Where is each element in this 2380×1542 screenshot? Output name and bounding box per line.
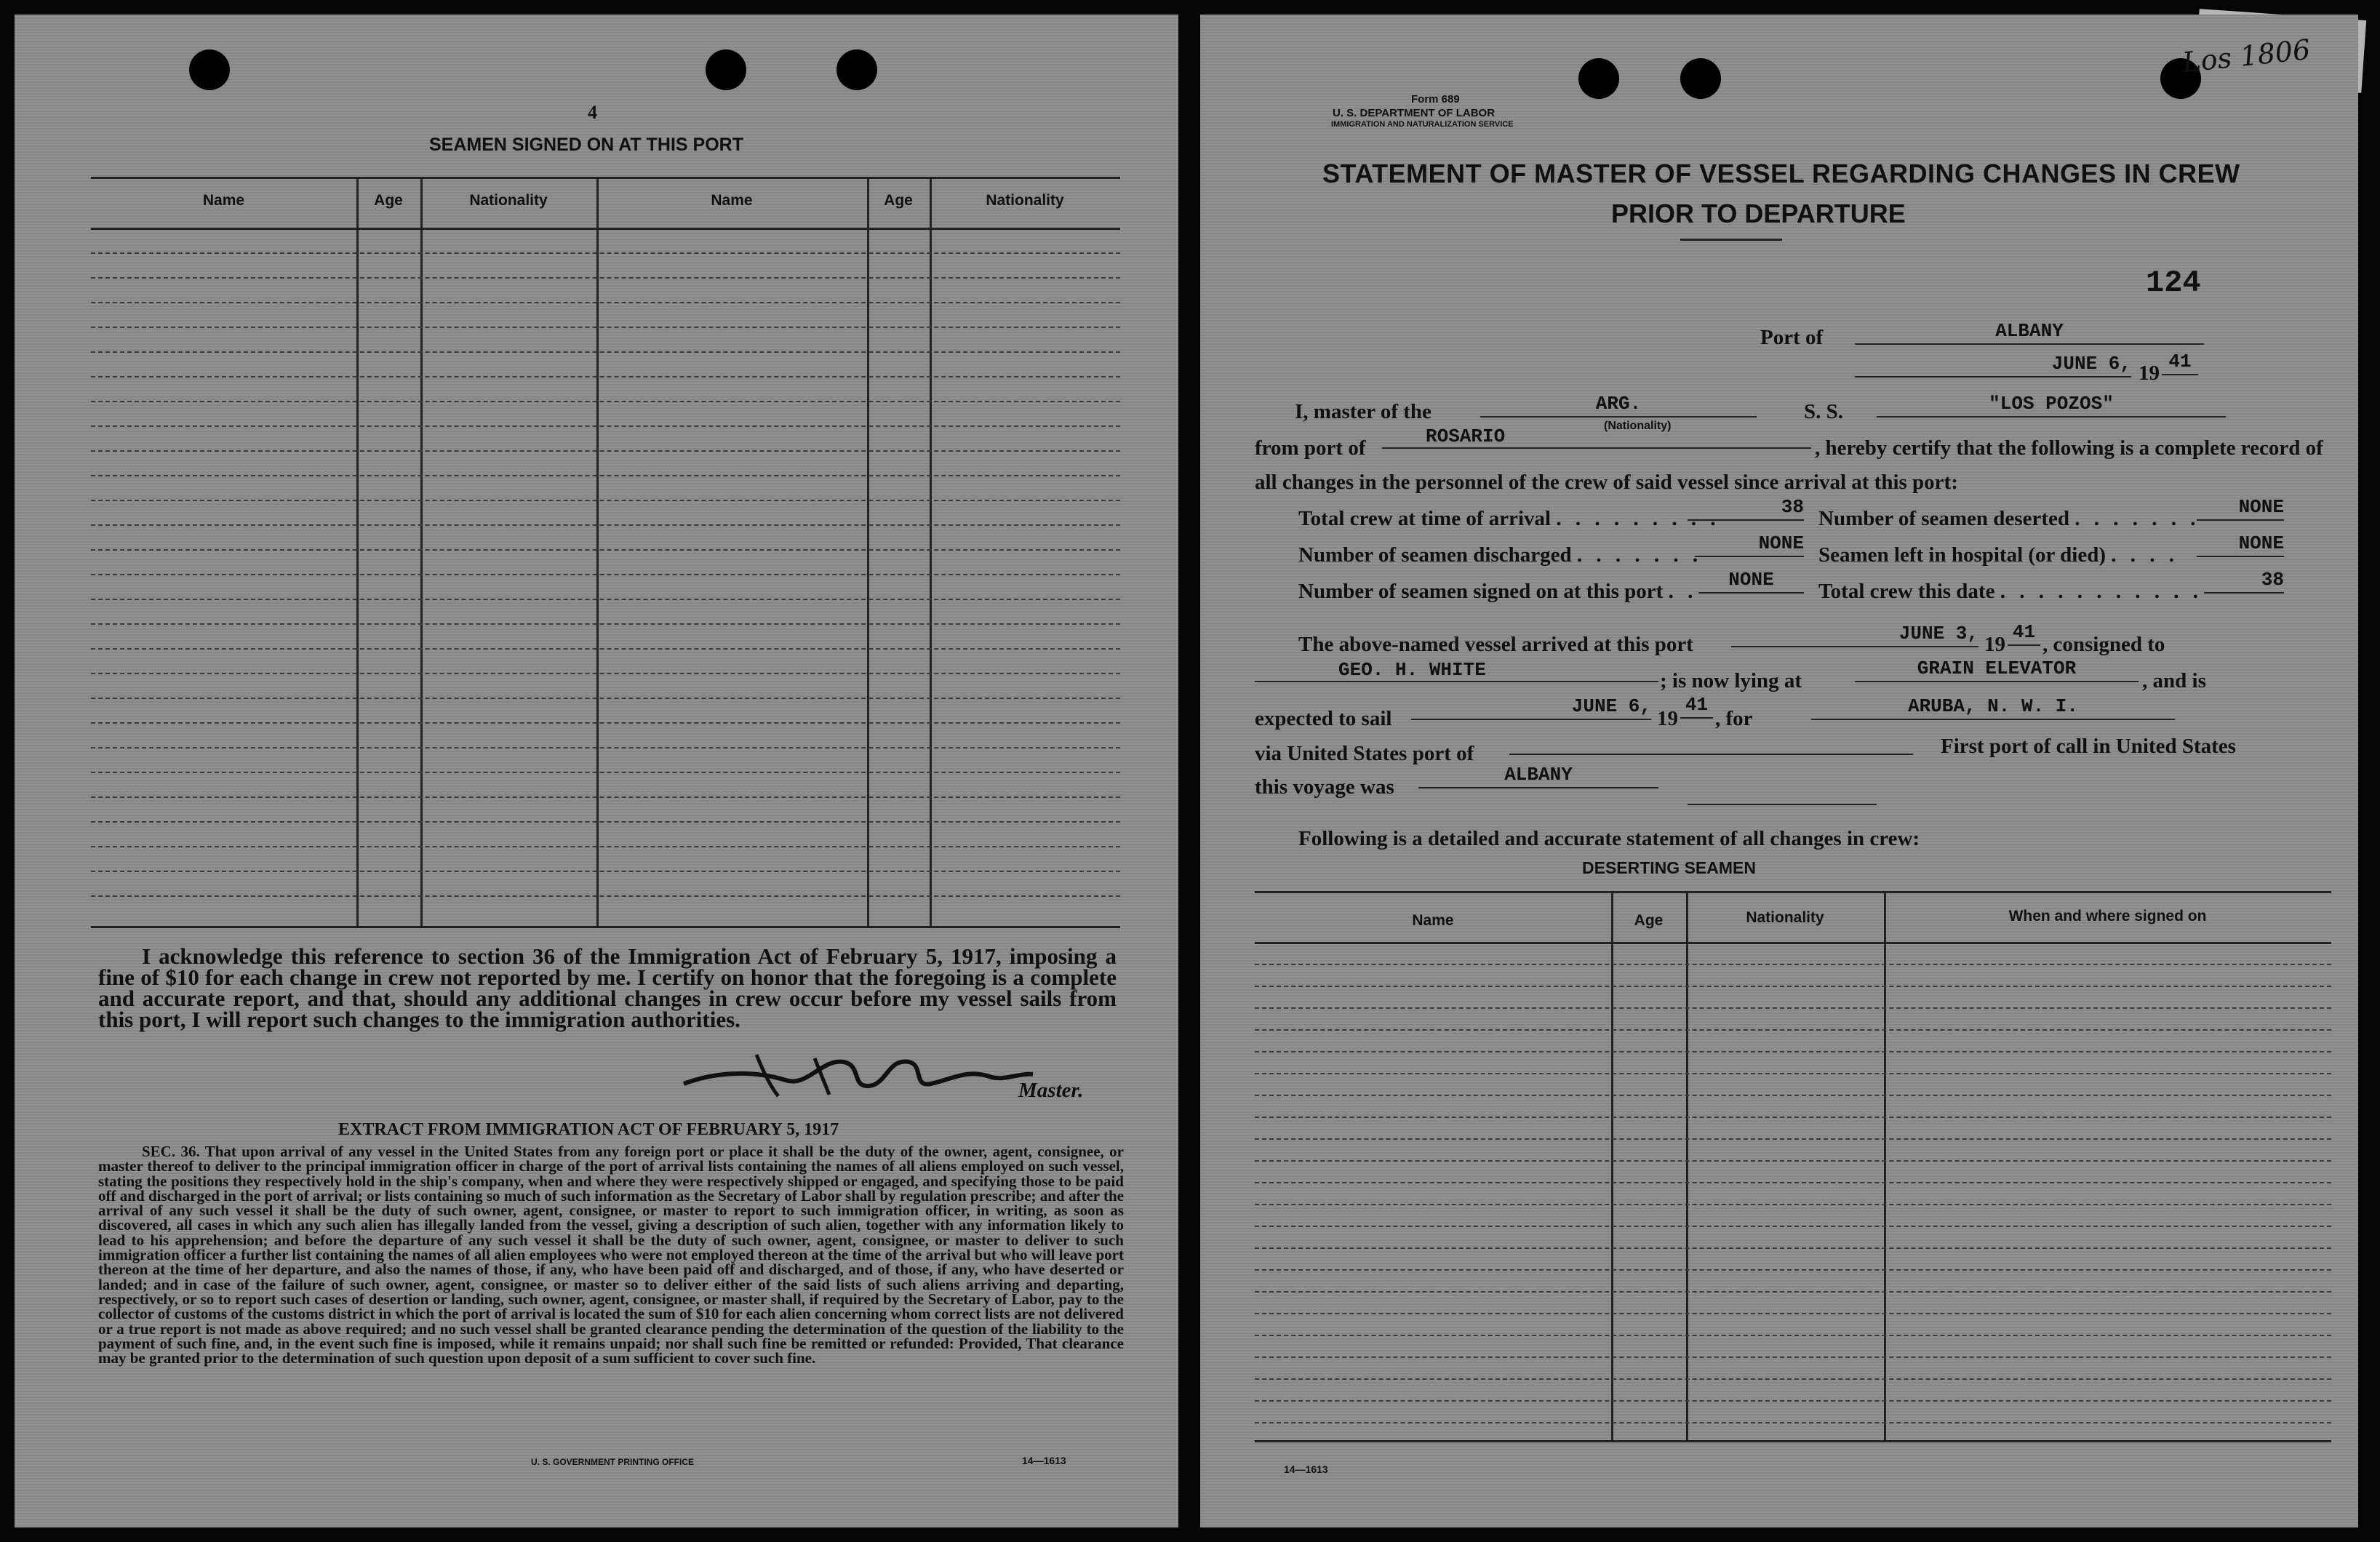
arrived-year: 41 [2008,621,2040,646]
col-nationality: Nationality [986,192,1064,209]
hospital-value: NONE [2197,532,2284,557]
arrived-label: The above-named vessel arrived at this port [1298,633,1693,656]
hospital-label: Seamen left in hospital (or died) . . . . [1818,543,2179,567]
form-title-line2: PRIOR TO DEPARTURE [1611,199,1906,228]
lying-label: ; is now lying at [1660,669,1802,692]
certify-text: , hereby certify that the following is a complete record of [1815,436,2323,460]
col-name: Name [1412,912,1454,929]
sail-year: 41 [1680,694,1713,719]
this-voyage-label: this voyage was [1255,775,1394,799]
ss-label: S. S. [1804,400,1844,423]
corner-mark-right: Los 1806 [2181,33,2312,79]
seamen-signed-title: SEAMEN SIGNED ON AT THIS PORT [429,135,743,155]
form-code: 14—1613 [1022,1455,1066,1466]
extract-text: SEC. 36. That upon arrival of any vessel in the United States from any foreign port or place it shall be the duty of the owner, agent, consignee, or master thereof to deliver to the principal immigration officer in charge of the port of arrival lists containing the names of all aliens employed on such vessel, stating the positions they respectively hold in the ship's company, when and where they were respectively shipped or engaged, and specifying those to be paid off and discharged in the port of arrival; or lists containing so much of such information as the Secretary of Labor shall by regulation prescribe; and after the arrival of any such vessel it shall be the duty of such owner, agent, consignee, or master to report to such immigration officer, in writing, as soon as discovered, all cases in which any such alien has illegally landed from the vessel, giving a description of such alien, together with any information likely to lead to his apprehension; and before the departure of any such vessel it shall be the duty of such owner, agent, consignee, or master to deliver to such immigration officer a further list containing the names of all alien employees who were not employed thereon at the time of the arrival but who will leave port thereon at the time of her departure, and also the names of those, if any, who have been paid off and discharged, and of those, if any, who have deserted or landed; and in case of the failure of such owner, agent, consignee, or master so to deliver either of the said lists of such aliens arriving and departing, respectively, or so to report such cases of desertion or landing, such owner, agent, consignee, or master shall, if required by the Secretary of Labor, pay to the collector of customs of the customs district in which the port of arrival is located the sum of $10 for each alien concerning whom correct lists are not delivered or a true report is not made as above required; and no such vessel shall be granted clearance pending the determination of the question of the liability to the payment of such fine, and, in the event such fine is imposed, while it remains unpaid; nor shall such fine be remitted or refunded: Provided, That clearance may be granted prior to the determination of such question upon deposit of a sum sufficient to cover such fine. [98,1143,1124,1367]
deserted-value: NONE [2197,496,2284,521]
col-when-where: When and where signed on [2008,908,2207,924]
for-label: , for [1715,707,1753,730]
from-port-value: ROSARIO [1382,426,1811,449]
nationality-caption: (Nationality) [1604,420,1672,432]
from-port-label: from port of [1255,436,1366,460]
col-age: Age [374,192,403,209]
arrived-date: JUNE 3, [1731,623,1978,647]
col-nationality: Nationality [1746,909,1824,926]
signed-on-value: NONE [1698,569,1804,594]
punch-hole [706,49,746,90]
department: U. S. DEPARTMENT OF LABOR [1333,107,1496,119]
via-port-value [1509,730,1913,755]
all-changes-text: all changes in the personnel of the crew of said vessel since arrival at this port: [1255,471,1958,494]
master-label: I, master of the [1295,400,1431,423]
arrived-year-prefix: 19 [1984,633,2005,656]
total-crew-arrival-label: Total crew at time of arrival . . . . . . . . . [1298,507,1720,530]
master-signature-label: Master. [1018,1079,1084,1102]
document-number: 124 [2146,265,2201,300]
right-page [1200,15,2358,1527]
and-is-label: , and is [2142,669,2206,692]
master-signature-image [669,1044,1047,1102]
total-crew-date-label: Total crew this date . . . . . . . . . . . [1818,580,2203,603]
port-value: ALBANY [1855,320,2204,345]
col-age: Age [1634,912,1664,929]
col-nationality: Nationality [469,192,548,209]
lying-at-value: GRAIN ELEVATOR [1855,658,2139,682]
form-number: Form 689 [1411,93,1460,105]
total-crew-date-value: 38 [2204,569,2284,594]
expected-label: expected to sail [1255,707,1392,730]
nationality-value: ARG. [1480,393,1757,418]
via-label: via United States port of [1255,742,1474,765]
port-label: Port of [1760,326,1824,349]
col-name: Name [711,192,753,209]
date-year: 41 [2162,351,2198,375]
service: IMMIGRATION AND NATURALIZATION SERVICE [1331,120,1514,129]
deserted-label: Number of seamen deserted . . . . . . . [1818,507,2200,530]
date-value: JUNE 6, [1855,353,2131,377]
punch-hole [1578,58,1619,99]
first-port-value: ALBANY [1418,764,1658,788]
form-title-line1: STATEMENT OF MASTER OF VESSEL REGARDING CHANGES IN CREW [1322,159,2240,188]
col-age: Age [884,192,913,209]
punch-hole [1680,58,1721,99]
page-number: 4 [588,102,597,123]
first-port-label: First port of call in United States [1941,735,2236,758]
sail-date: JUNE 6, [1411,695,1651,720]
sail-year-prefix: 19 [1657,707,1678,730]
destination-value: ARUBA, N. W. I. [1811,695,2175,720]
form-code: 14—1613 [1284,1463,1328,1475]
consigned-label: , consigned to [2042,633,2165,656]
consignee-value: GEO. H. WHITE [1255,659,1658,682]
left-page [15,15,1178,1527]
following-text: Following is a detailed and accurate statement of all changes in crew: [1298,827,1920,850]
col-name: Name [202,192,245,209]
discharged-value: NONE [1695,532,1804,557]
discharged-label: Number of seamen discharged . . . . . . . [1298,543,1703,567]
printer-imprint: U. S. GOVERNMENT PRINTING OFFICE [531,1457,695,1467]
signed-on-label: Number of seamen signed on at this port . . [1298,580,1698,603]
acknowledgment-text: I acknowledge this reference to section 36 of the Immigration Act of February 5, 1917, imposing a fine of $10 for each change in crew not reported by me. I certify on honor that the foregoing is a complete and accurate report, and that, should any additional changes in crew occur before my vessel sails from this port, I will report such changes to the immigration authorities. [98,943,1117,1032]
punch-hole [189,49,230,90]
extract-title: EXTRACT FROM IMMIGRATION ACT OF FEBRUARY 5, 1917 [338,1120,839,1139]
deserting-seamen-title: DESERTING SEAMEN [1582,858,1756,877]
punch-hole [836,49,877,90]
date-year-prefix: 19 [2139,361,2160,385]
total-crew-arrival-value: 38 [1688,496,1804,521]
vessel-name: "LOS POZOS" [1877,393,2226,418]
